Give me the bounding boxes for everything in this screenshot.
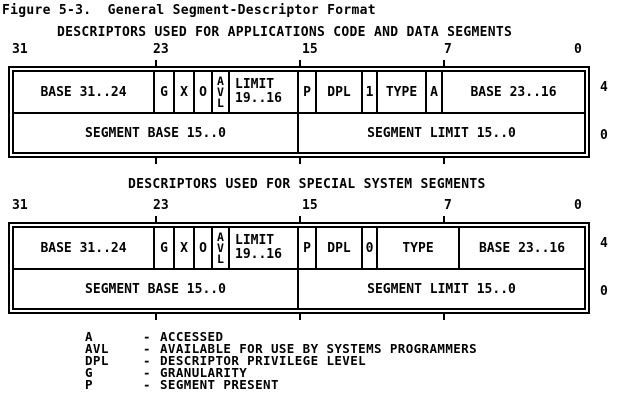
avl-letter: V bbox=[217, 240, 224, 255]
tick-mark bbox=[443, 216, 445, 222]
field-segment-base-15-0: SEGMENT BASE 15..0 bbox=[85, 125, 226, 141]
tick-mark bbox=[299, 158, 301, 164]
field-granularity: G bbox=[153, 228, 173, 268]
legend-definition: DESCRIPTOR PRIVILEGE LEVEL bbox=[160, 353, 367, 368]
limit-line: LIMIT bbox=[235, 77, 275, 92]
legend-separator: - bbox=[143, 353, 151, 368]
limit-line: 19..16 bbox=[235, 247, 282, 262]
legend-definition: AVAILABLE FOR USE BY SYSTEMS PROGRAMMERS bbox=[160, 341, 478, 356]
avl-letter: V bbox=[217, 84, 224, 99]
avl-letter: A bbox=[217, 73, 224, 88]
field-avl bbox=[211, 72, 228, 112]
field-dpl: DPL bbox=[315, 228, 361, 268]
field-present: P bbox=[297, 228, 315, 268]
bit-label-23: 23 bbox=[153, 198, 169, 213]
limit-line: 19..16 bbox=[235, 91, 282, 106]
field-accessed: A bbox=[425, 72, 441, 112]
field-x: X bbox=[173, 228, 193, 268]
tick-mark bbox=[299, 60, 301, 66]
byte-offset-4: 4 bbox=[600, 236, 608, 251]
tick-mark bbox=[443, 158, 445, 164]
field-segment-limit-15-0: SEGMENT LIMIT 15..0 bbox=[297, 114, 584, 152]
byte-offset-0: 0 bbox=[600, 284, 608, 299]
tick-mark bbox=[443, 60, 445, 66]
field-system-flag: 0 bbox=[361, 228, 376, 268]
descriptor-box bbox=[8, 222, 590, 314]
bit-label-0: 0 bbox=[574, 198, 582, 213]
field-o: O bbox=[193, 72, 211, 112]
applications-heading: DESCRIPTORS USED FOR APPLICATIONS CODE AND DATA SEGMENTS bbox=[57, 25, 513, 40]
legend-definition: SEGMENT PRESENT bbox=[160, 377, 279, 392]
bit-label-7: 7 bbox=[444, 42, 452, 57]
field-system-flag: 1 bbox=[361, 72, 376, 112]
legend-separator: - bbox=[143, 365, 151, 380]
legend-abbr: G bbox=[85, 365, 93, 380]
avl-letter: A bbox=[217, 229, 224, 244]
avl-letter: L bbox=[217, 251, 224, 266]
bit-label-31: 31 bbox=[12, 42, 28, 57]
descriptor-high-dword-row bbox=[14, 228, 584, 268]
descriptor-low-dword-row bbox=[14, 112, 584, 152]
legend bbox=[85, 331, 477, 391]
field-granularity: G bbox=[153, 72, 173, 112]
field-avl bbox=[211, 228, 228, 268]
avl-letter: L bbox=[217, 95, 224, 110]
byte-offset-4: 4 bbox=[600, 80, 608, 95]
legend-separator: - bbox=[143, 329, 151, 344]
legend-abbr: DPL bbox=[85, 353, 109, 368]
descriptor-box-wrapper bbox=[8, 222, 608, 314]
tick-mark bbox=[299, 216, 301, 222]
bit-number-row bbox=[0, 40, 640, 60]
bit-label-31: 31 bbox=[12, 198, 28, 213]
field-base-23-16: BASE 23..16 bbox=[441, 72, 584, 112]
legend-abbr: P bbox=[85, 377, 93, 392]
field-type: TYPE bbox=[376, 72, 425, 112]
bit-label-7: 7 bbox=[444, 198, 452, 213]
field-segment-limit-15-0: SEGMENT LIMIT 15..0 bbox=[297, 270, 584, 308]
legend-separator: - bbox=[143, 377, 151, 392]
field-limit-19-16 bbox=[228, 72, 297, 112]
tick-mark bbox=[299, 314, 301, 320]
field-present: P bbox=[297, 72, 315, 112]
field-base-31-24: BASE 31..24 bbox=[40, 240, 127, 256]
applications-descriptor-figure bbox=[0, 25, 640, 158]
figure-title: Figure 5-3. General Segment-Descriptor Format bbox=[2, 3, 376, 18]
bit-label-15: 15 bbox=[302, 198, 318, 213]
bit-label-0: 0 bbox=[574, 42, 582, 57]
bit-label-23: 23 bbox=[153, 42, 169, 57]
tick-mark bbox=[155, 314, 157, 320]
field-x: X bbox=[173, 72, 193, 112]
field-base-23-16: BASE 23..16 bbox=[458, 228, 584, 268]
field-dpl: DPL bbox=[315, 72, 361, 112]
descriptor-box-wrapper bbox=[8, 66, 608, 158]
byte-offset-0: 0 bbox=[600, 128, 608, 143]
bit-label-15: 15 bbox=[302, 42, 318, 57]
field-limit-19-16 bbox=[228, 228, 297, 268]
legend-definition: GRANULARITY bbox=[160, 365, 248, 380]
system-descriptor-figure bbox=[0, 177, 640, 314]
descriptor-box bbox=[8, 66, 590, 158]
field-o: O bbox=[193, 228, 211, 268]
legend-separator: - bbox=[143, 341, 151, 356]
system-heading: DESCRIPTORS USED FOR SPECIAL SYSTEM SEGMENTS bbox=[128, 177, 486, 192]
tick-mark bbox=[155, 60, 157, 66]
tick-mark bbox=[155, 216, 157, 222]
tick-mark bbox=[443, 314, 445, 320]
legend-definition: ACCESSED bbox=[160, 329, 224, 344]
tick-mark bbox=[155, 158, 157, 164]
descriptor-high-dword-row bbox=[14, 72, 584, 112]
bit-number-row bbox=[0, 192, 640, 216]
legend-abbr: AVL bbox=[85, 341, 109, 356]
legend-abbr: A bbox=[85, 329, 93, 344]
limit-line: LIMIT bbox=[235, 233, 275, 248]
descriptor-low-dword-row bbox=[14, 268, 584, 308]
field-type: TYPE bbox=[376, 228, 458, 268]
field-segment-base-15-0: SEGMENT BASE 15..0 bbox=[85, 281, 226, 297]
legend-item-p bbox=[85, 379, 477, 391]
field-base-31-24: BASE 31..24 bbox=[40, 84, 127, 100]
